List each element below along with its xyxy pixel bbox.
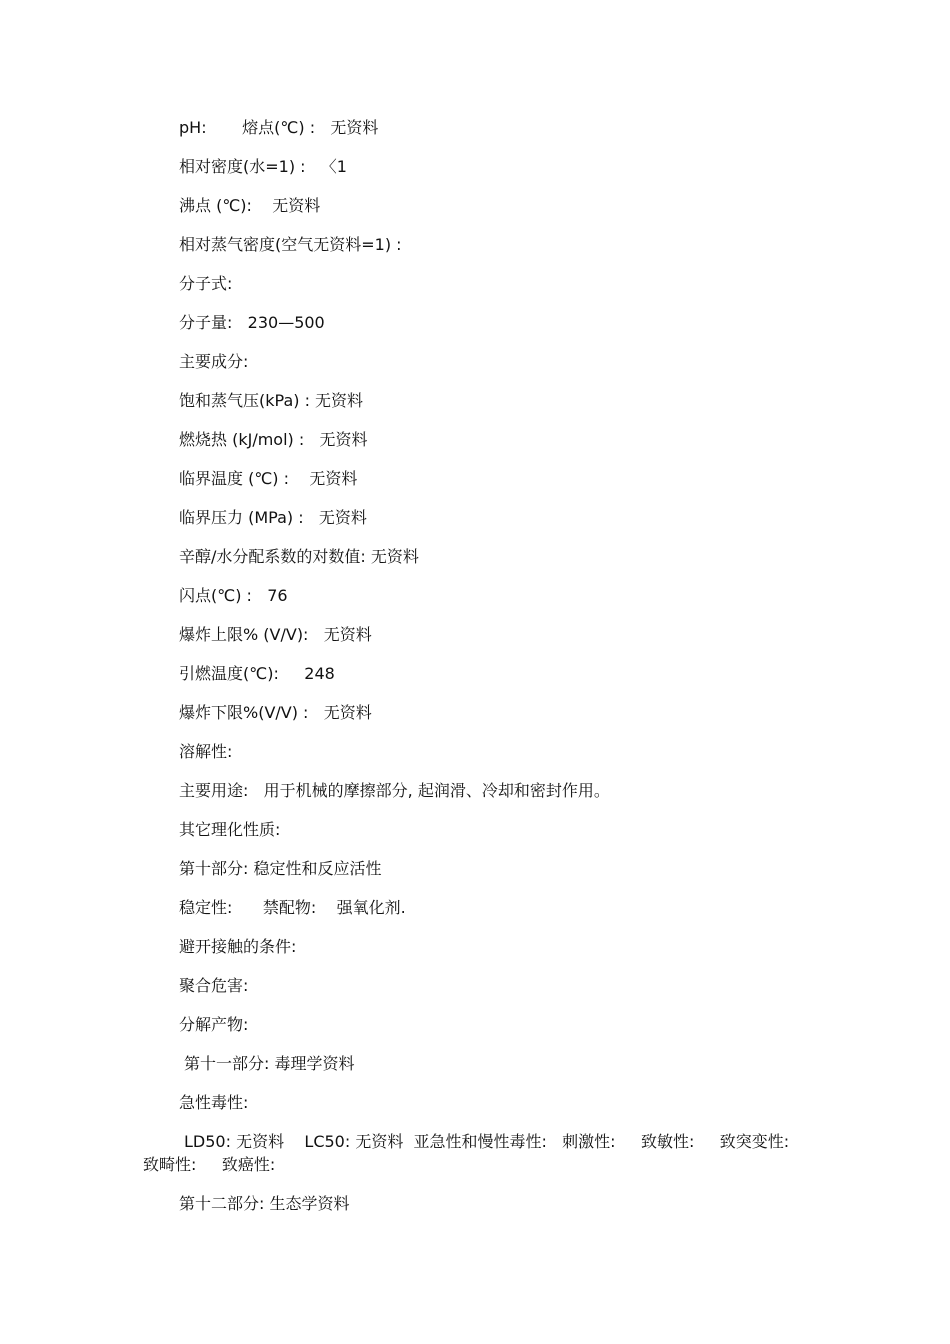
critical-pressure-line: 临界压力 (MPa) : 无资料 (179, 508, 367, 527)
ignition-temperature-line: 引燃温度(℃): 248 (179, 664, 335, 683)
upper-explosive-limit-line: 爆炸上限% (V/V): 无资料 (179, 625, 372, 644)
section-12-heading: 第十二部分: 生态学资料 (179, 1194, 350, 1213)
other-properties-line: 其它理化性质: (179, 820, 281, 839)
flash-point-line: 闪点(℃) : 76 (179, 586, 288, 605)
section-11-heading: 第十一部分: 毒理学资料 (184, 1054, 355, 1073)
lower-explosive-limit-line: 爆炸下限%(V/V) : 无资料 (179, 703, 372, 722)
critical-temperature-line: 临界温度 (℃) : 无资料 (179, 469, 358, 488)
toxicity-paragraph: LD50: 无资料 LC50: 无资料 亚急性和慢性毒性: 刺激性: 致敏性: 致突变性: 致畸性: 致癌性: (143, 1132, 815, 1174)
decomposition-products-line: 分解产物: (179, 1015, 249, 1034)
vapor-pressure-line: 饱和蒸气压(kPa) : 无资料 (179, 391, 364, 410)
vapor-density-line: 相对蒸气密度(空气无资料=1) : (179, 235, 402, 254)
document-body (143, 116, 819, 1231)
relative-density-line: 相对密度(水=1) : 〈1 (179, 157, 347, 176)
combustion-heat-line: 燃烧热 (kJ/mol) : 无资料 (179, 430, 368, 449)
ph-melting-point-line: pH: 熔点(℃) : 无资料 (179, 118, 379, 137)
solubility-line: 溶解性: (179, 742, 233, 761)
main-use-line: 主要用途: 用于机械的摩擦部分, 起润滑、冷却和密封作用。 (179, 781, 610, 800)
main-components-line: 主要成分: (179, 352, 249, 371)
stability-line: 稳定性: 禁配物: 强氧化剂. (179, 898, 406, 917)
acute-toxicity-line: 急性毒性: (179, 1093, 249, 1112)
conditions-to-avoid-line: 避开接触的条件: (179, 937, 297, 956)
partition-coefficient-line: 辛醇/水分配系数的对数值: 无资料 (179, 547, 419, 566)
molecular-weight-line: 分子量: 230—500 (179, 313, 325, 332)
boiling-point-line: 沸点 (℃): 无资料 (179, 196, 321, 215)
section-10-heading: 第十部分: 稳定性和反应活性 (179, 859, 382, 878)
molecular-formula-line: 分子式: (179, 274, 233, 293)
polymerization-hazard-line: 聚合危害: (179, 976, 249, 995)
